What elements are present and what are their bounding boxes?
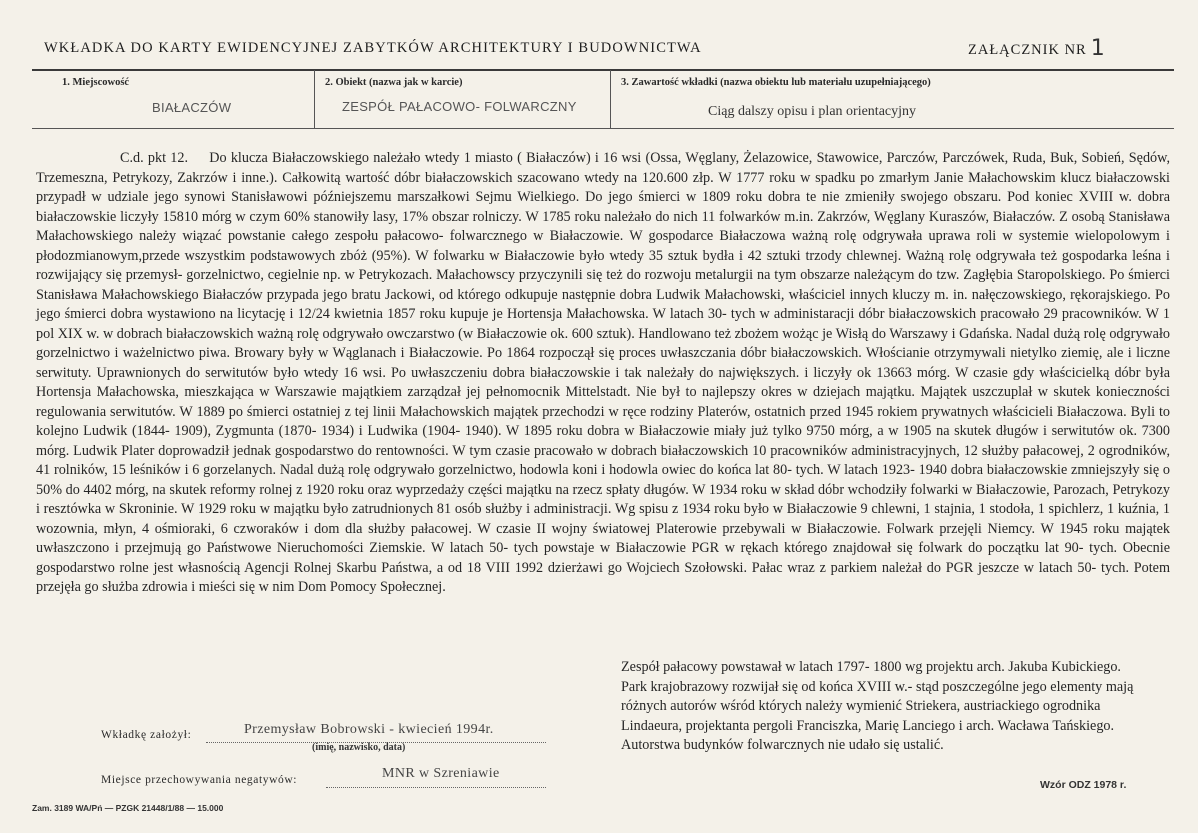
founder-caption: (imię, nazwisko, data) — [312, 742, 406, 753]
template-version: Wzór ODZ 1978 r. — [1040, 779, 1127, 791]
palace-note: Zespół pałacowy powstawał w latach 1797- 1800 wg projektu arch. Jakuba Kubickiego. Park krajobrazowy rozwijał się od końca XVIII w.- stąd poszczególne jego elementy mają różnych autorów wśród których należy wymienić Striekera, austriackiego ogrodnika Lindaeura, projektanta pergoli Franciszka, Marię Lanciego i arch. Wacława Tańskiego. Autorstwa budynków folwarcznych nie udało się ustalić. — [621, 659, 1134, 753]
annex-number — [968, 36, 1106, 61]
storage-label: Miejsce przechowywania negatywów: — [101, 774, 298, 786]
header-rule — [32, 69, 1174, 71]
annex-label: ZAŁĄCZNIK NR — [968, 42, 1087, 58]
location-value: BIAŁACZÓW — [152, 100, 232, 115]
description-lead: C.d. pkt 12. — [120, 150, 189, 166]
field-divider — [314, 70, 315, 128]
storage-dotline — [326, 787, 546, 788]
storage-value: MNR w Szreniawie — [382, 766, 500, 781]
print-info: Zam. 3189 WA/Pń — PZGK 21448/1/88 — 15.000 — [32, 803, 224, 813]
object-label: 2. Obiekt (nazwa jak w karcie) — [325, 77, 463, 88]
founder-label: Wkładkę założył: — [101, 729, 192, 741]
object-value: ZESPÓŁ PAŁACOWO- FOLWARCZNY — [342, 99, 577, 114]
content-label: 3. Zawartość wkładki (nazwa obiektu lub materiału uzupełniającego) — [621, 77, 931, 88]
content-value: Ciąg dalszy opisu i plan orientacyjny — [708, 104, 917, 119]
founder-value: Przemysław Bobrowski - kwiecień 1994r. — [244, 722, 494, 737]
form-title: WKŁADKA DO KARTY EWIDENCYJNEJ ZABYTKÓW ARCHITEKTURY I BUDOWNICTWA — [44, 40, 702, 56]
field-divider — [610, 70, 611, 128]
description-body — [36, 149, 1170, 598]
annex-value: 1 — [1090, 36, 1106, 61]
description-text: Do klucza Białaczowskiego należało wtedy 1 miasto ( Białaczów) i 16 wsi (Ossa, Węglany, Żelazowice, Stawowice, Parczów, Parczówek, Ruda, Buk, Sobień, Sędów, Trzemeszna, Petrykozy, Zakrzów i inne.). Całkowitą wartość dóbr białaczowskich szacowano wtedy na 120.600 złp. W 1777 roku w spadku po zmarłym Janie Małachowskim klucz białaczowski przypadł w udziale jego synowi Stanisławowi późniejszemu marszałkowi Sejmu Wielkiego. Do jego śmierci w 1809 roku dobra te nie zmieniły swojego obszaru. Pod koniec XVIII w. dobra białaczowskie liczyły 15810 mórg w czym 60% stanowiły lasy, 17% obszar rolniczy. W 1785 roku należało do nich 11 folwarków m.in. Zakrzów, Węglany Kuraszów, Białaczów. Z osobą Stanisława Małachowskiego należy wiązać powstanie całego zespołu pałacowo- folwarcznego w Białaczowie. W gospodarce Białaczowa ważną rolę odgrywała uprawa roli w systemie wielopolowym i płodozmianowym,przede wszystkim podstawowych zbóż (95%). W folwarku w Białaczowie było wtedy 35 sztuk bydła i 42 sztuki trzody chlewnej. Ważną rolę odgrywała też gospodarka leśna i rozwijający się przemysł- gorzelnictwo, cegielnie np. w Petrykozach. Małachowscy przyczynili się też do rozwoju metalurgii na tym obszarze należącym do tzw. Zagłębia Staropolskiego. Po śmierci Stanisława Małachowskiego Białaczów przypada jego bratu Jackowi, od którego odkupuje następnie dobra Ludwik Małachowski, właściciel innych kluczy m. in. nałęczowskiego, rękorajskiego. Po jego śmierci dobra wystawiono na licytację i 12/24 kwietnia 1857 roku kupuje je Hortensja Małachowska. W latach 30- tych w administaracji dóbr białaczowskich pracowało 29 pracowników. W 1 pol XIX w. w dobrach białaczowskich ważną rolę odgrywało owczarstwo (w Białaczowie ok. 600 sztuk). Handlowano też zbożem wożąc je Wisłą do Warszawy i Gdańska. Nadal dużą rolę odgrywało gorzelnictwo i ważelnictwo piwa. Browary były w Wąglanach i Białaczowie. Po 1864 rozpoczął się proces uwłaszczania dóbr białaczowskich. Włościanie otrzymywali nietylko ziemię, ale i liczne serwituty. Uprawnionych do serwitutów było wtedy 16 wsi. Po uwłaszczeniu dobra białaczowskie i tak należały do największych. i liczyły ok 13663 mórg. W czasie gdy właścicielką dóbr była Hortensja Małachowska, mieszkająca w Warszawie majątkiem zarządzał jej pełnomocnik Mittelstadt. Nie był to najlepszy okres w dziejach majątku. Majątek uszczuplał w skutek konieczności regulowania serwitutów. W 1889 po śmierci ostatniej z tej linii Małachowskich majątek przechodzi w ręce rodziny Platerów, ostatnich przed 1945 rokiem prywatnych właścicieli Białaczowa. Byli to kolejno Ludwik (1844- 1909), Zygmunta (1870- 1934) i Ludwika (1904- 1940). W 1895 roku dobra w Białaczowie miały już tylko 9750 mórg, a w 1905 na skutek długów i serwitutów ok. 7300 mórg. Ludwik Plater doprowadził jednak gospodarstwo do rentowności. W tym czasie pracowało w dobrach białaczowskich 10 pracowników administracyjnych, 12 służby pałacowej, 2 ogrodników, 41 rolników, 15 leśników i 6 gorzelanych. Nadal dużą rolę odgrywało gorzelnictwo, hodowla koni i hodowla owiec do końca lat 80- tych. W latach 1923- 1940 dobra białaczowskie zmniejszyły się o 50% do 4402 mórg, na skutek reformy rolnej z 1920 roku oraz wyprzedaży części majątku na rzecz spłaty długów. W 1934 roku w skład dóbr wchodziły folwarki w Białaczowie, Parozach, Petrykozy i resztówka w Skroninie. W 1929 roku w majątku było zatrudnionych 81 osób służby i administracji. Wg spisu z 1934 roku było w Białaczowie 9 chlewni, 1 stajnia, 1 stodoła, 1 spichlerz, 1 kuźnia, 1 wozownia, młyn, 4 ośmioraki, 6 czworaków i dom dla służby pałacowej. W czasie II wojny światowej Platerowie przebywali w Białaczowie. Folwark przejęli Niemcy. W 1945 roku majątek uwłaszczono i przejmują go Państwowe Nieruchomości Ziemskie. W latach 50- tych powstaje w Białaczowie PGR w rękach którego znajdował się folwark do początku lat 90- tych. Obecnie gospodarstwo rolne jest własnością Agencji Rolnej Skarbu Państwa, a od 18 VIII 1992 dzierżawi go Wojciech Szołowski. Pałac wraz z parkiem należał do PGR jeszcze w latach 50- tych. Potem przejęła go służba zdrowia i mieści się w nim Dom Pomocy Społecznej. — [36, 150, 1171, 595]
location-label: 1. Miejscowość — [62, 77, 130, 88]
fields-rule — [32, 128, 1174, 129]
